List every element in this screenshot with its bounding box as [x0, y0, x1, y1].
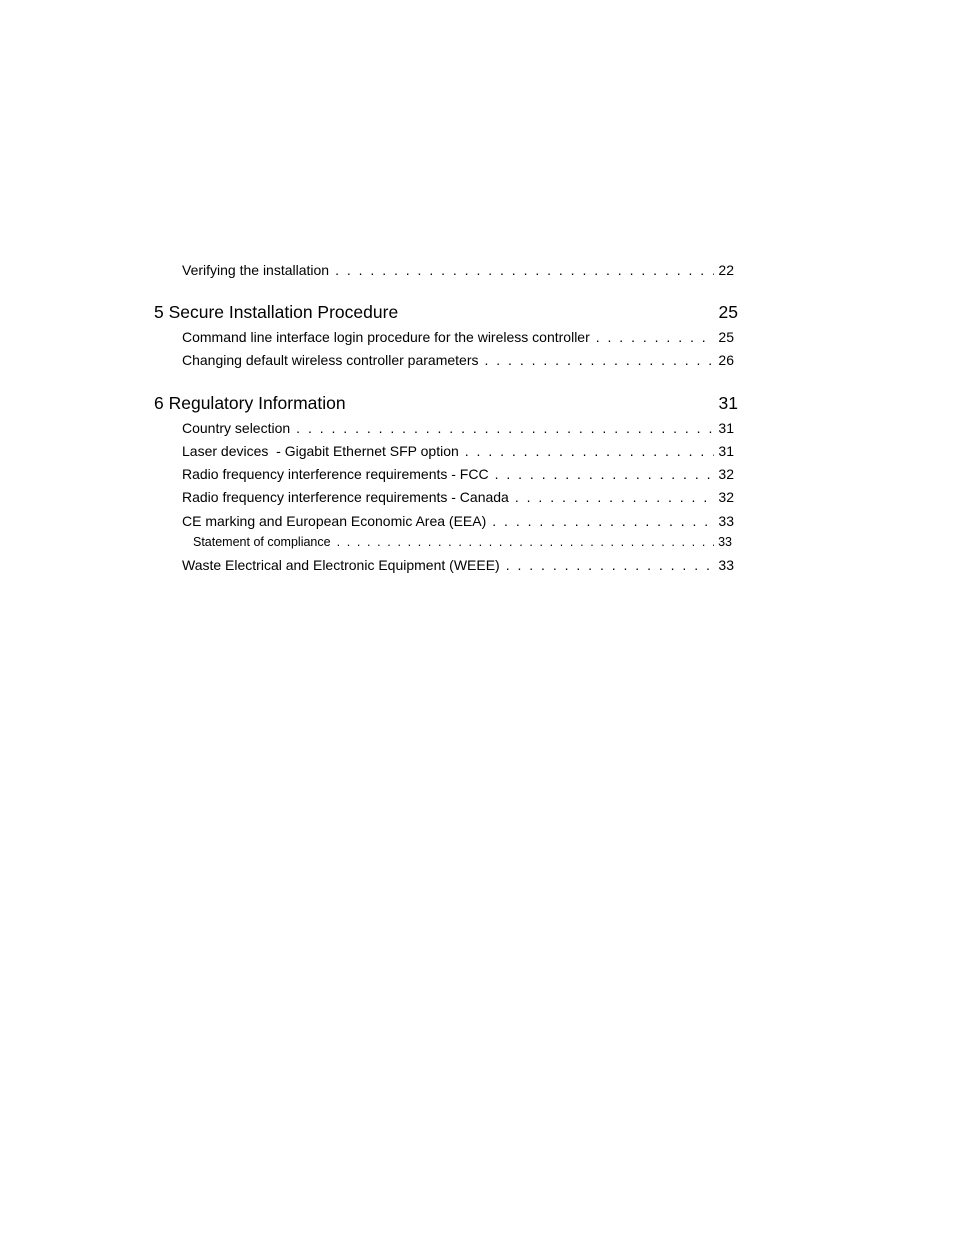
toc-entry-title: Changing default wireless controller parameters [182, 352, 479, 368]
toc-entry-page: 33 [718, 557, 734, 573]
toc-entry-changing-defaults[interactable] [182, 352, 734, 368]
toc-entry-page: 31 [718, 443, 734, 459]
toc-entry-weee[interactable] [182, 557, 734, 573]
toc-entry-rfi-canada[interactable] [182, 489, 734, 505]
dot-leader [596, 329, 715, 345]
toc-entry-page: 33 [718, 535, 732, 549]
toc-entry-country-selection[interactable] [182, 420, 734, 436]
dot-leader [335, 262, 714, 278]
chapter-page: 25 [718, 302, 738, 322]
toc-entry-rfi-fcc[interactable] [182, 466, 734, 482]
toc-entry-page: 25 [718, 329, 734, 345]
toc-entry-page: 26 [718, 352, 734, 368]
toc-entry-title: Waste Electrical and Electronic Equipment (WEEE) [182, 557, 500, 573]
toc-entry-title: Laser devices - Gigabit Ethernet SFP option [182, 443, 459, 459]
toc-entry-title: CE marking and European Economic Area (EEA) [182, 513, 487, 529]
toc-entry-title: Radio frequency interference requirements - FCC [182, 466, 489, 482]
toc-entry-statement-of-compliance[interactable] [193, 535, 732, 549]
toc-entry-title: Radio frequency interference requirements - Canada [182, 489, 509, 505]
chapter-title: 6 Regulatory Information [154, 393, 346, 413]
chapter-page: 31 [718, 393, 738, 413]
dot-leader [337, 535, 715, 549]
toc-entry-page: 31 [718, 420, 734, 436]
toc-entry-laser-devices[interactable] [182, 443, 734, 459]
dot-leader [465, 443, 715, 459]
dot-leader [492, 513, 714, 529]
toc-entry-page: 32 [718, 489, 734, 505]
dot-leader [495, 466, 715, 482]
toc-entry-title: Country selection [182, 420, 291, 436]
toc-entry-ce-marking[interactable] [182, 513, 734, 529]
dot-leader [296, 420, 714, 436]
dot-leader [506, 557, 715, 573]
toc-entry-cli-login[interactable] [182, 329, 734, 345]
toc-entry-title: Statement of compliance [193, 535, 331, 549]
toc-entry-page: 33 [718, 513, 734, 529]
toc-entry-verifying-installation[interactable] [182, 262, 734, 278]
dot-leader [515, 489, 715, 505]
toc-entry-page: 22 [718, 262, 734, 278]
toc-entry-title: Verifying the installation [182, 262, 330, 278]
toc-entry-page: 32 [718, 466, 734, 482]
chapter-title: 5 Secure Installation Procedure [154, 302, 399, 322]
toc-chapter-5[interactable] [154, 302, 738, 323]
toc-entry-title: Command line interface login procedure for the wireless controller [182, 329, 590, 345]
dot-leader [484, 352, 714, 368]
toc-chapter-6[interactable] [154, 393, 738, 414]
